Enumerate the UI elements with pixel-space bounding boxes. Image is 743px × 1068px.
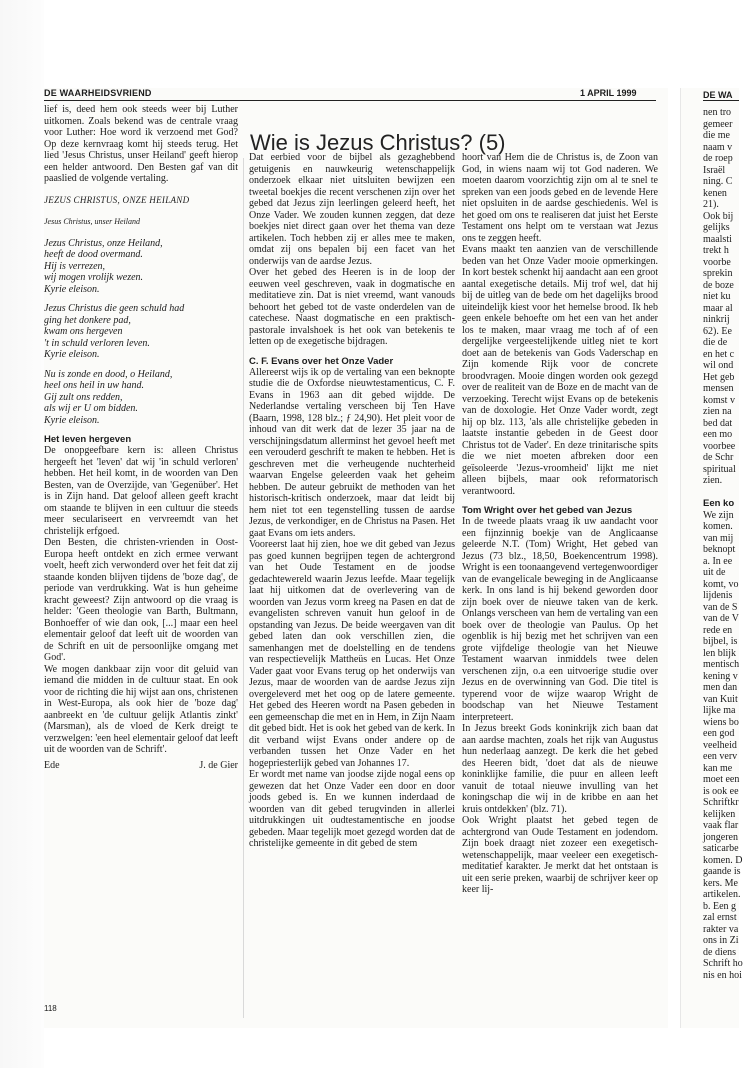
next-page-text bbox=[703, 107, 743, 981]
next-page-line: 62). Ee bbox=[703, 325, 732, 337]
poem-line: Gij zult ons redden, bbox=[44, 391, 123, 403]
next-page-line: a. In ee bbox=[703, 555, 733, 567]
body-paragraph: Er wordt met name van joodse zijde nogal eens op gewezen dat het Onze Vader een door en door joods gebed is. En we kunnen inderdaad de woorden van dit gebed terugvinden in allerlei uitdrukkingen uit oudtestamentische en joodse gebeden. Maar tegelijk moet gezegd worden dat de christelijke gemeente in dit gebed de stem bbox=[249, 769, 455, 849]
next-page-line: zien. bbox=[703, 475, 723, 486]
poem-line: heel ons heil in uw hand. bbox=[44, 380, 144, 391]
poem-stanza-1 bbox=[44, 238, 238, 296]
body-paragraph: hoort van Hem die de Christus is, de Zoon van God, in wiens naam wij tot God naderen. We moeten daarom voorzichtig zijn om al te snel te spreken van een joods gebed en de levende Here niet opsluiten in de aardse geschiedenis. Wel is het goed om ons te realiseren dat juist het Eerste Testament ons helpt om te verstaan wat Jezus ons te zeggen heeft. bbox=[462, 152, 658, 244]
page-number: 118 bbox=[44, 1004, 57, 1013]
next-page-line: de diens bbox=[703, 946, 737, 958]
spacer bbox=[703, 487, 739, 499]
body-paragraph: We mogen dankbaar zijn voor dit geluid van iemand die midden in de cultuur staat. En ook voor de richting die hij wijst aan ons, christenen in West-Europa, als ook hier de 'boze dag' aanbreekt en 'de cultuur gelijk Atlantis zinkt' (Marsman), als de vloed de Kerk dreigt te verzwelgen: 'een heel elementair geloof dat leeft uit de woorden van de Schrift'. bbox=[44, 663, 238, 755]
next-page-line: ninkrij bbox=[703, 314, 730, 325]
next-page-line: We zijn bbox=[703, 509, 734, 521]
next-page-line: uit de bbox=[703, 567, 726, 578]
next-page-line: komt, vo bbox=[703, 578, 739, 590]
next-page-line: sprekin bbox=[703, 268, 733, 279]
next-page-line: naam v bbox=[703, 141, 733, 153]
next-page-line: lijke ma bbox=[703, 705, 736, 716]
body-paragraph: Vooreerst laat hij zien, hoe we dit gebed van Jezus pas goed kunnen begrijpen tegen de achtergrond van het Oude Testament en de joodse gedachtewereld waarin Jezus leefde. Maar tegelijk laat hij uitkomen dat de overlevering van de woorden van Jezus vorm kreeg na Pasen en dat de evangelisten schreven vanuit hun geloof in de opstanding van Jezus. De beide weergaven van dit gebed laten dan ook verschillen zien, die samenhangen met de doelstelling en de tendens van respectievelijk Mattheüs en Lucas. Het Onze Vader gaat voor Evans terug op het onderwijs van Jezus, maar de woorden van de aardse Jezus zijn overgeleverd met het oog op de latere gemeente. Het gebed des Heeren wordt na Pasen gebeden in een gemeenschap die met en in Hem, in Zijn Naam dit gebed bidt. Het is ook het gebed van de kerk. In dit verband wijst Evans onder andere op de verbanden tussen het Onze Vader en het hogepriesterlijk gebed van Johannes 17. bbox=[249, 539, 455, 769]
next-page-line: saticarbe bbox=[703, 843, 739, 854]
next-page-line: artikelen. bbox=[703, 889, 741, 900]
next-page-header: DE WA bbox=[703, 90, 739, 101]
next-page-line: 21). bbox=[703, 199, 719, 210]
poem-title: JEZUS CHRISTUS, ONZE HEILAND bbox=[44, 194, 190, 205]
next-page-line: wiens bo bbox=[703, 716, 739, 728]
poem-subtitle: Jesus Christus, unser Heiland bbox=[44, 217, 140, 226]
next-page-line: maalsti bbox=[703, 233, 732, 245]
body-paragraph: Dat eerbied voor de bijbel als gezaghebbend getuigenis en nauwkeurig wetenschappelijk onderzoek elkaar niet uitsluiten bewijzen een tweetal boekjes die recent verschenen zijn over het gebed dat Jezus zijn leerlingen geleerd heeft, het Onze Vader. We zouden kunnen zeggen, dat deze boekjes niet direct gaan over het thema van deze artikelen. Toch hebben zij er alles mee te maken, omdat zij ons bepalen bij een facet van het onderwijs van de aardse Jezus. bbox=[249, 152, 455, 267]
next-page-heading: Een ko bbox=[703, 498, 735, 509]
body-paragraph: Over het gebed des Heeren is in de loop der eeuwen veel geschreven, vaak in dogmatische en meditatieve zin. Dat is niet vreemd, want vanouds behoort het gebed tot de vaste onderdelen van de catechese. Naast dogmatische en een praktisch-pastorale invalshoek is het ook van betekenis te letten op de exegetische bijdragen. bbox=[249, 267, 455, 347]
column-divider bbox=[243, 158, 244, 1018]
next-page-line: gemeer bbox=[703, 118, 733, 130]
next-page-line: niet ku bbox=[703, 291, 731, 302]
next-page-line: zal ernst bbox=[703, 912, 737, 923]
next-page-line: gaande is bbox=[703, 866, 741, 877]
body-paragraph: Evans maakt ten aanzien van de verschillende beden van het Onze Vader mooie opmerkingen. In kort bestek schenkt hij aandacht aan een groot aantal exegetische details. Mij trof wel, dat hij bij de uitleg van de bede om het dagelijks brood uiteindelijk kiest voor het hemelse brood. Ik heb geen enkele behoefte om het een van het ander los te maken, maar vraag me toch af of een dergelijke vergeestelijkende uitleg niet te kort doet aan de betekenis van Gods Vaderschap en Zijn komende Rijk voor de concrete broodvragen. Mooie dingen worden ook gezegd over de realiteit van de Boze en de macht van de verzoeking. Terecht wijst Evans op de betekenis van de doxologie. Het Onze Vader wordt, zegt hij op blz. 113, 'als alle christelijke gebeden in laatste instantie gebeden in de Geest door Christus tot de Vader'. En deze trinitarische spits die we niet moeten afbreken door een geïsoleerde 'Jezus-vroomheid' lijkt me niet alleen bijbels, maar ook reformatorisch verantwoord. bbox=[462, 244, 658, 497]
magazine-title: DE WAARHEIDSVRIEND bbox=[44, 88, 152, 98]
body-paragraph: In Jezus breekt Gods koninkrijk zich baan dat aan aardse machten, zoals het rijk van Augustus hun nederlaag aanzegt. De kerk die het gebed des Heeren bidt, 'doet dat als de nieuwe koninklijke familie, die puur en alleen leeft vanuit de totaal nieuwe invulling van het koningschap die wij in de kribbe en aan het kruis ontdekken' (blz. 71). bbox=[462, 723, 658, 815]
next-page-line: van Kuit bbox=[703, 693, 738, 705]
next-page-line: lijdenis bbox=[703, 590, 733, 601]
body-paragraph: Ook Wright plaatst het gebed tegen de achtergrond van Oude Testament en jodendom. Zijn boek draagt niet zozeer een exegetisch-wetenschappelijk, maar veeleer een exegetisch-meditatief karakter. Je merkt dat het ontstaan is uit een serie preken, waarbij de schrijver keer op keer lij- bbox=[462, 815, 658, 895]
next-page-line: de boze bbox=[703, 279, 734, 291]
next-page-line: komst v bbox=[703, 394, 735, 406]
next-page-line: Schrift ho bbox=[703, 958, 743, 969]
signature-author: J. de Gier bbox=[199, 759, 238, 771]
signature-place: Ede bbox=[44, 759, 60, 771]
poem-line: Jezus Christus die geen schuld had bbox=[44, 303, 185, 314]
next-page-line: kers. Me bbox=[703, 877, 738, 889]
header-rule bbox=[44, 100, 656, 101]
poem-line: heeft de dood overmand. bbox=[44, 249, 143, 260]
next-page-line: voorbee bbox=[703, 440, 736, 452]
intro-paragraph: lief is, deed hem ook steeds weer bij Luther uitkomen. Zoals bekend was de centrale vraag voor Luther: Hoe word ik verzoend met God? Op deze kernvraag komt hij steeds terug. Het lied 'Jesus Christus, unser Heiland' geeft hierop een helder antwoord. Den Besten gaf van dit paaslied de volgende vertaling. bbox=[44, 104, 238, 184]
next-page-line: nen tro bbox=[703, 107, 732, 118]
next-page-line: jongeren bbox=[703, 831, 738, 843]
poem-line: ging het donkere pad, bbox=[44, 314, 131, 326]
next-page-line: en het c bbox=[703, 348, 735, 360]
poem-line: Kyrie eleison. bbox=[44, 414, 100, 426]
next-page-line: bed dat bbox=[703, 417, 733, 429]
next-page-line: is ook ee bbox=[703, 785, 739, 797]
poem-line: 't in schuld verloren leven. bbox=[44, 337, 150, 349]
section-heading-wright: Tom Wright over het gebed van Jezus bbox=[462, 505, 633, 516]
next-page-line: ons in Zi bbox=[703, 935, 739, 946]
next-page-line: zien na bbox=[703, 406, 732, 417]
poem-stanza-2 bbox=[44, 303, 238, 361]
next-page-line: Israël bbox=[703, 164, 726, 176]
column-middle bbox=[249, 152, 455, 850]
next-page-line: nis en hoi bbox=[703, 969, 742, 981]
poem-line: kwam ons hergeven bbox=[44, 326, 123, 337]
next-page-line: rede en bbox=[703, 624, 733, 636]
next-page-line: komen. D bbox=[703, 854, 743, 866]
next-page-line: mensen bbox=[703, 383, 734, 394]
poem-line: Hij is verrezen, bbox=[44, 260, 106, 272]
poem-line: als wij er U om bidden. bbox=[44, 403, 138, 414]
next-page-line: rakter va bbox=[703, 923, 739, 935]
next-page-line: van de V bbox=[703, 613, 739, 624]
poem-stanza-3 bbox=[44, 369, 238, 427]
body-paragraph: In de tweede plaats vraag ik uw aandacht voor een fijnzinnig boekje van de Anglicaanse geleerde N.T. (Tom) Wright, Het gebed van Jezus (73 blz., 18,50, Boekencentrum 1998). Wright is een toonaangevend vertegenwoordiger van de evangelicale beweging in de Anglicaanse kerk. In ons land is hij bekend geworden door zijn boek over de nieuwe taken van de kerk. Onlangs verscheen van hem de vertaling van een boek over de theologie van Paulus. Op het ogenblik is hij bezig met het schrijven van een grote vijfdelige theologie van het Nieuwe Testament waarvan inmiddels twee delen verschenen zijn, o.a een uitvoerige studie over Jezus en de overwinning van God. Die titel is typerend voor de wijze waarop Wright de boodschap van het Nieuwe Testament interpreteert. bbox=[462, 516, 658, 723]
binding-gutter bbox=[0, 0, 44, 1068]
next-page-line: een mo bbox=[703, 429, 733, 440]
next-page-strip bbox=[680, 88, 743, 1028]
next-page-line: ning. C bbox=[703, 176, 733, 187]
next-page-line: moet een bbox=[703, 774, 740, 785]
next-page-line: kening v bbox=[703, 670, 738, 682]
next-page-line: maar al bbox=[703, 302, 733, 314]
next-page-line: veelheid bbox=[703, 739, 737, 751]
body-paragraph: Allereerst wijs ik op de vertaling van een beknopte studie die de Oxfordse nieuwtestamenticus, C. F. Evans in 1963 aan dit gebed wijdde. De Nederlandse vertaling verscheen bij Ten Have (Baarn, 1998, 128 blz.; ƒ 24,90). Het pleit voor de inhoud van dit werk dat de lezer 35 jaar na de verschijningsdatum allerminst het gevoel heeft met een verouderd geschrift te maken te hebben. Het is geschreven met die verheugende nuchterheid waarvan Engelse geleerden vaak het geheim hebben. De auteur gebruikt de methoden van het historisch-kritisch onderzoek, maar dat leidt bij hem niet tot een tegenstelling tussen de aardse Jezus, de verkondiger, en de Christus na Pasen. Het gaat Evans om iets anders. bbox=[249, 366, 455, 539]
next-page-line: mentisch bbox=[703, 659, 740, 670]
next-page-line: voorbe bbox=[703, 256, 731, 268]
poem-line: Nu is zonde en dood, o Heiland, bbox=[44, 368, 173, 380]
next-page-line: een verv bbox=[703, 751, 738, 762]
next-page-line: len blijk bbox=[703, 647, 737, 659]
poem-line: Kyrie eleison. bbox=[44, 349, 100, 360]
issue-date: 1 APRIL 1999 bbox=[580, 88, 637, 98]
next-page-line: kenen bbox=[703, 187, 727, 199]
column-left bbox=[44, 104, 238, 771]
next-page-line: gelijks bbox=[703, 222, 730, 233]
next-page-line: kan me bbox=[703, 762, 733, 774]
poem-line: Jezus Christus, onze Heiland, bbox=[44, 237, 163, 249]
poem-line: Kyrie eleison. bbox=[44, 283, 100, 295]
signature-line bbox=[44, 760, 238, 772]
next-page-line: die de bbox=[703, 337, 728, 348]
next-page-line: men dan bbox=[703, 682, 738, 693]
next-page-line: spiritual bbox=[703, 463, 736, 475]
next-page-line: van mij bbox=[703, 532, 734, 544]
section-heading: Het leven hergeven bbox=[44, 434, 132, 445]
next-page-line: de roep bbox=[703, 153, 733, 164]
next-page-line: wil ond bbox=[703, 360, 734, 371]
body-paragraph: Den Besten, die christen-vrienden in Oost-Europa heeft ontdekt en zich ermee verwant voelt, heeft zich verwonderd over het feit dat zij staande konden blijven tijdens de 'boze dag', de periode van verdrukking. Wat is hun geheime kracht geweest? Zijn antwoord op die vraag is helder: 'Geen theologie van Barth, Bultmann, Bonhoeffer of wie dan ook, [...] maar een heel elementair geloof dat leeft uit de woorden van de Schrift en uit de persoonlijke omgang met God'. bbox=[44, 537, 238, 663]
next-page-line: kelijken bbox=[703, 808, 736, 820]
next-page-line: b. Een g bbox=[703, 900, 737, 912]
next-page-line: beknopt bbox=[703, 544, 736, 555]
next-page-line: die me bbox=[703, 130, 730, 141]
column-right bbox=[462, 152, 658, 896]
next-page-line: bijbel, is bbox=[703, 636, 738, 647]
next-page-line: komen. bbox=[703, 521, 733, 532]
article-title: Wie is Jezus Christus? (5) bbox=[250, 130, 506, 155]
next-page-line: een god bbox=[703, 728, 735, 739]
next-page-line: Ook bij bbox=[703, 210, 734, 222]
next-page-line: Het geb bbox=[703, 371, 735, 383]
next-page-line: vaak flar bbox=[703, 820, 739, 831]
next-page-line: trekt h bbox=[703, 245, 729, 256]
section-heading-evans: C. F. Evans over het Onze Vader bbox=[249, 355, 394, 367]
body-paragraph: De onopgeefbare kern is: alleen Christus hergeeft het 'leven' dat wij 'in schuld verloren' hebben. Het heil komt, in de woorden van Den Besten, van de Overzijde, van 'Gegenüber'. Het is in Zijn hand. Dat geloof alleen geeft kracht om staande te blijven in een cultuur die steeds meer seculariseert en vervreemdt van het christelijk erfgoed. bbox=[44, 445, 238, 537]
next-page-line: de Schr bbox=[703, 452, 734, 463]
next-page-line: van de S bbox=[703, 601, 738, 613]
poem-line: wij mogen vrolijk wezen. bbox=[44, 272, 144, 283]
next-page-line: Schriftkr bbox=[703, 797, 739, 808]
